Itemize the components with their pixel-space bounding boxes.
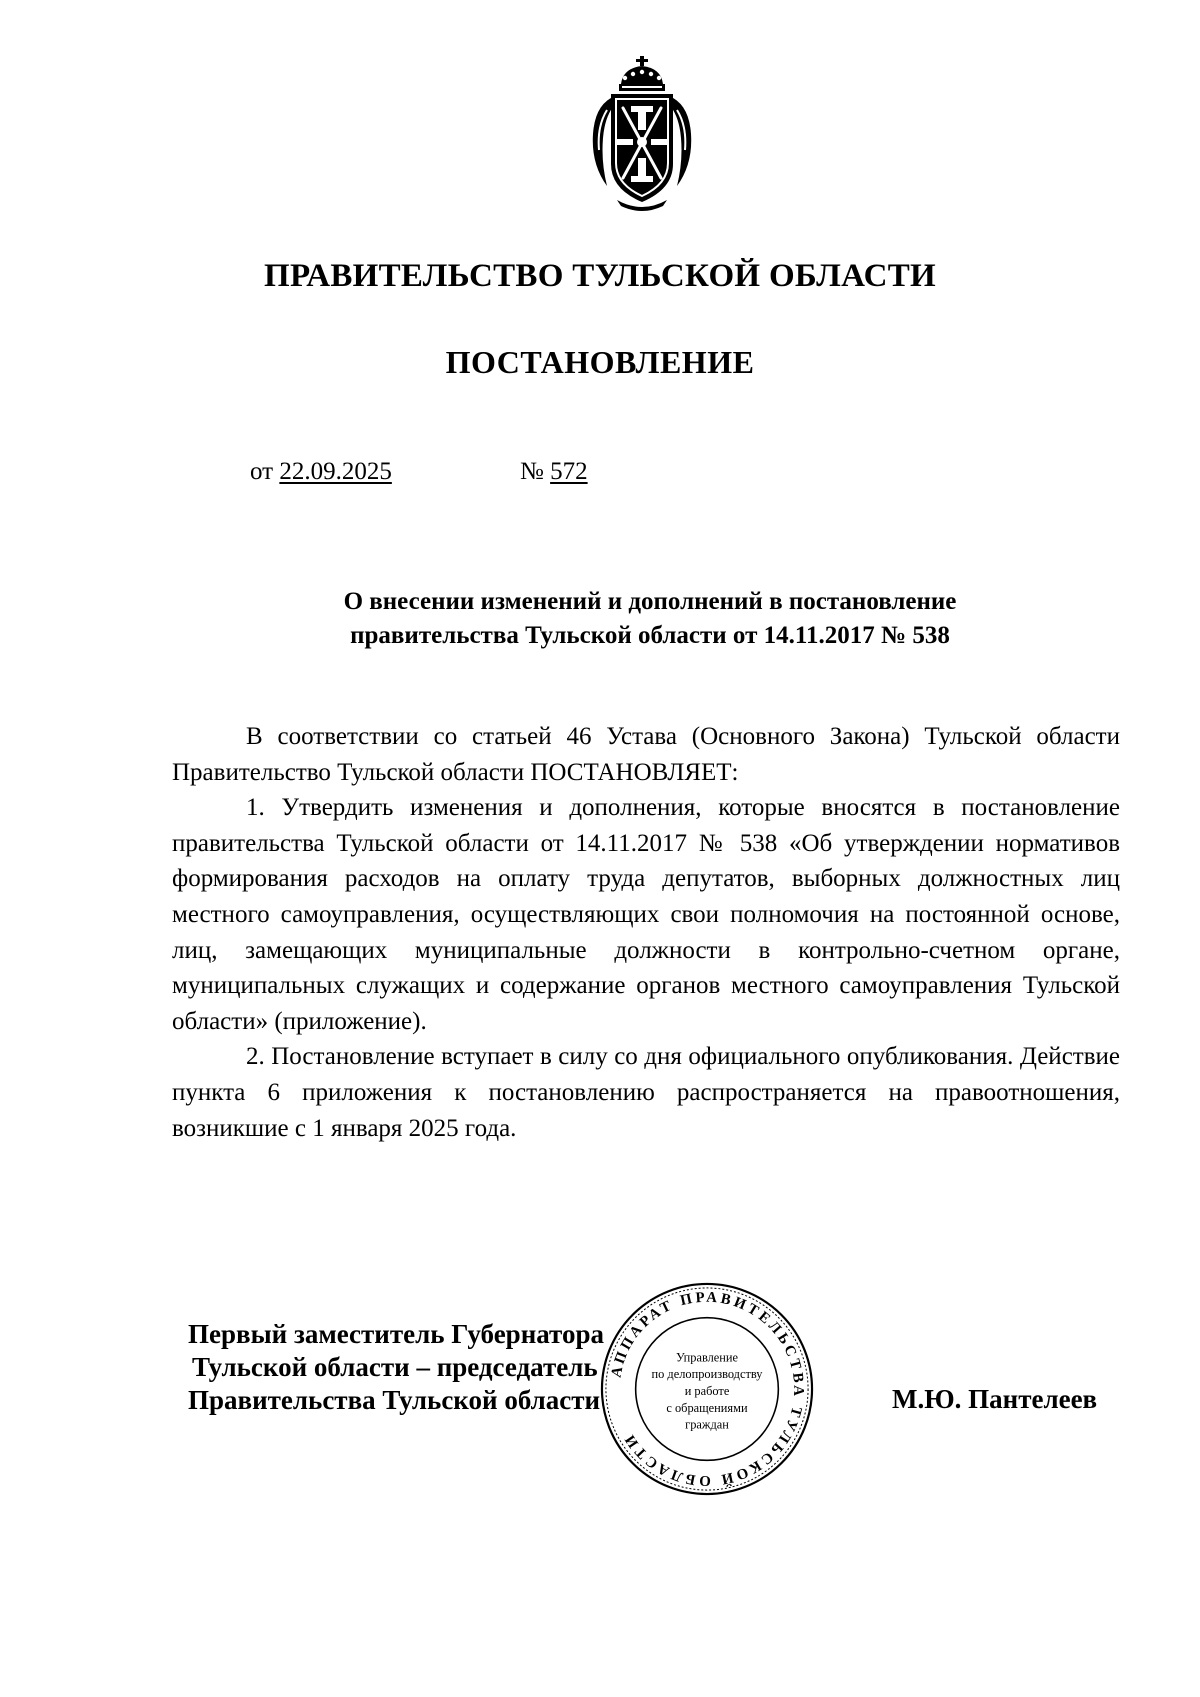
coat-of-arms-icon [587, 54, 697, 214]
signatory-position [188, 1318, 604, 1417]
stamp-outer-text: АППАРАТ ПРАВИТЕЛЬСТВА ТУЛЬСКОЙ ОБЛАСТИ [608, 1289, 807, 1489]
body-paragraph-1: В соответствии со статьей 46 Устава (Основного Закона) Тульской области Правительство Тульской области ПОСТАНОВЛЯЕТ: [172, 723, 1120, 786]
stamp-inner-line-4: с обращениями [666, 1400, 748, 1415]
stamp-inner-line-2: по делопроизводству [651, 1367, 763, 1382]
position-line-2: Тульской области – председатель [192, 1352, 598, 1382]
body-paragraph-2: 1. Утвердить изменения и дополнения, которые вносятся в постановление правительства Тульской области от 14.11.2017 № 538 «Об утверждении нормативов формирования расходов на оплату труда депутатов, выборных должностных лиц местного самоуправления, осуществляющих свои полномочия на постоянной основе, лиц, замещающих муниципальные должности в контрольно-счетном органе, муниципальных служащих и содержание органов местного самоуправления Тульской области» (приложение). [172, 794, 1120, 1035]
date-prefix: от [250, 458, 274, 485]
document-date [250, 458, 392, 486]
document-body [172, 719, 1120, 1146]
subject-line-2: правительства Тульской области от 14.11.2017 № 538 [350, 622, 950, 649]
number-prefix: № [520, 458, 544, 485]
date-value: 22.09.2025 [279, 458, 392, 485]
document-type-title: ПОСТАНОВЛЕНИЕ [445, 344, 755, 380]
position-line-1: Первый заместитель Губернатора [188, 1319, 604, 1349]
document-number [520, 458, 588, 486]
stamp-inner-line-5: граждан [685, 1417, 729, 1432]
position-line-3: Правительства Тульской области [188, 1385, 601, 1415]
subject-line-1: О внесении изменений и дополнений в постановление [343, 588, 957, 615]
organization-title: ПРАВИТЕЛЬСТВО ТУЛЬСКОЙ ОБЛАСТИ [264, 258, 936, 294]
document-subject [250, 585, 1050, 653]
official-stamp [598, 1280, 816, 1498]
number-value: 572 [550, 458, 588, 485]
signatory-name: М.Ю. Пантелеев [892, 1384, 1098, 1414]
body-paragraph-3: 2. Постановление вступает в силу со дня официального опубликования. Действие пункта 6 приложения к постановлению распространяется на правоотношения, возникшие с 1 января 2025 года. [172, 1043, 1120, 1142]
stamp-inner-line-1: Управление [675, 1350, 739, 1365]
stamp-inner-line-3: и работе [684, 1383, 730, 1398]
